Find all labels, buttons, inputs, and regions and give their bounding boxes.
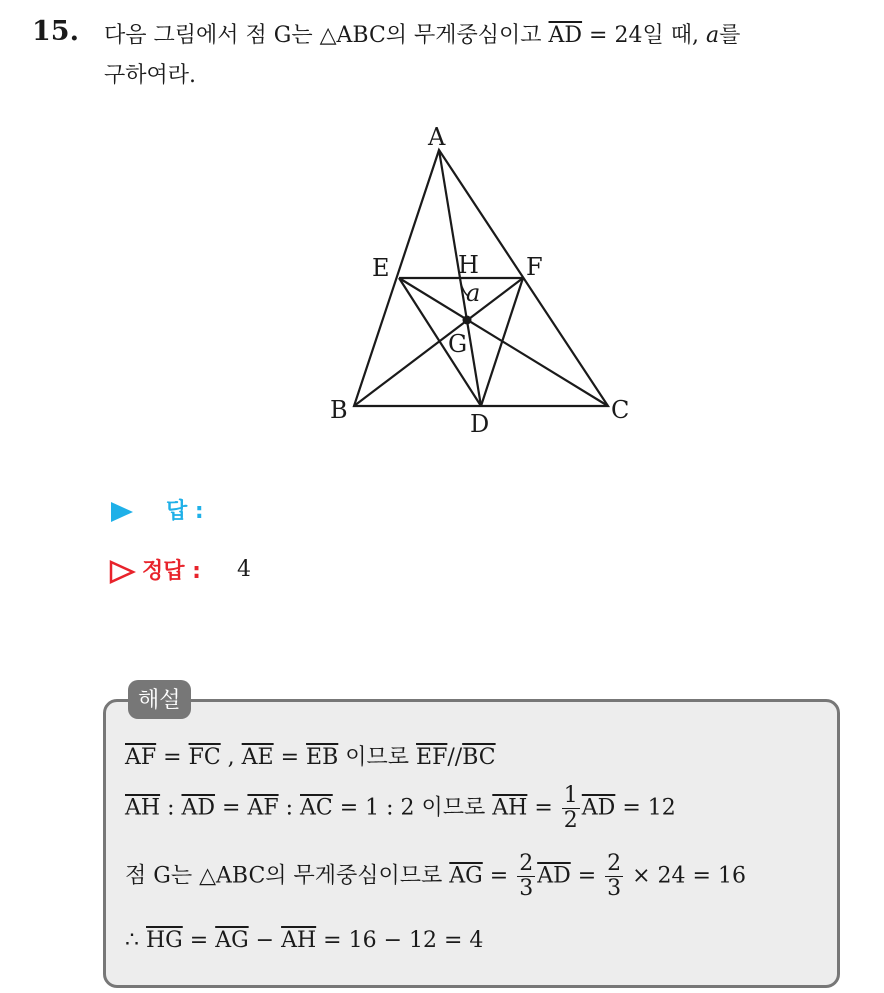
segment-bf [354, 278, 523, 406]
correct-answer-label: 정답 : [142, 559, 201, 584]
solution-line-1: $\overline{AF} = \overline{FC}$ , $\overline{AE} = \overline{EB}$ 이므로 $\overline{EF}//\overline{BC}$ [125, 745, 496, 770]
segment-ad: $\overline{AD}$ [548, 23, 583, 48]
label-e: E [372, 254, 390, 282]
answer-label: 답 : [166, 499, 204, 524]
point-g [463, 316, 472, 325]
question-text: 다음 그림에서 점 G는 △ABC의 무게중심이고 [104, 23, 549, 48]
solution-tag: 해설 [128, 680, 191, 719]
fraction-two-thirds-2: $\frac{2}{3}$ [607, 851, 622, 902]
fraction-two-thirds-1: $\frac{2}{3}$ [519, 851, 534, 902]
segment-ec [399, 278, 608, 406]
question-text-2: = 24일 때, [582, 23, 706, 48]
question-text-3: 를 [719, 23, 741, 48]
variable-a: a [705, 23, 720, 48]
triangle-filled-icon [108, 500, 136, 524]
label-g: G [448, 330, 468, 358]
correct-answer-value: 4 [237, 557, 251, 582]
triangle-outline-icon [108, 560, 136, 584]
label-a: A [428, 123, 446, 151]
label-b: B [330, 396, 348, 424]
label-d: D [470, 410, 490, 438]
solution-line-4: ∴ $\overline{HG} = \overline{AG} - \overline{AH} = 16 - 12 = 4$ [125, 928, 484, 953]
label-c: C [611, 396, 630, 424]
question-line-1 [104, 18, 740, 49]
solution-line-2: $\overline{AH}$ : $\overline{AD} = \overline{AF}$ : $\overline{AC} = 1$ : 2 이므로 $\overline{AH}$ = $\frac{1}{2}$ $\overline{AD} = 12$ [125, 783, 676, 834]
question-number: 15. [32, 16, 79, 47]
triangle-figure [320, 118, 640, 448]
answer-row [108, 494, 204, 525]
label-f: F [526, 253, 543, 281]
question-line-2: 구하여라. [104, 63, 197, 88]
label-angle-a: a [466, 279, 481, 307]
correct-answer-row [108, 554, 201, 585]
solution-line-3: 점 G는 △ABC의 무게중심이므로 $\overline{AG}$ = $\frac{2}{3}$ $\overline{AD}$ = $\frac{2}{3}$ × 24 = 16 [125, 851, 746, 902]
fraction-half: $\frac{1}{2}$ [563, 783, 578, 834]
label-h: H [458, 251, 479, 279]
